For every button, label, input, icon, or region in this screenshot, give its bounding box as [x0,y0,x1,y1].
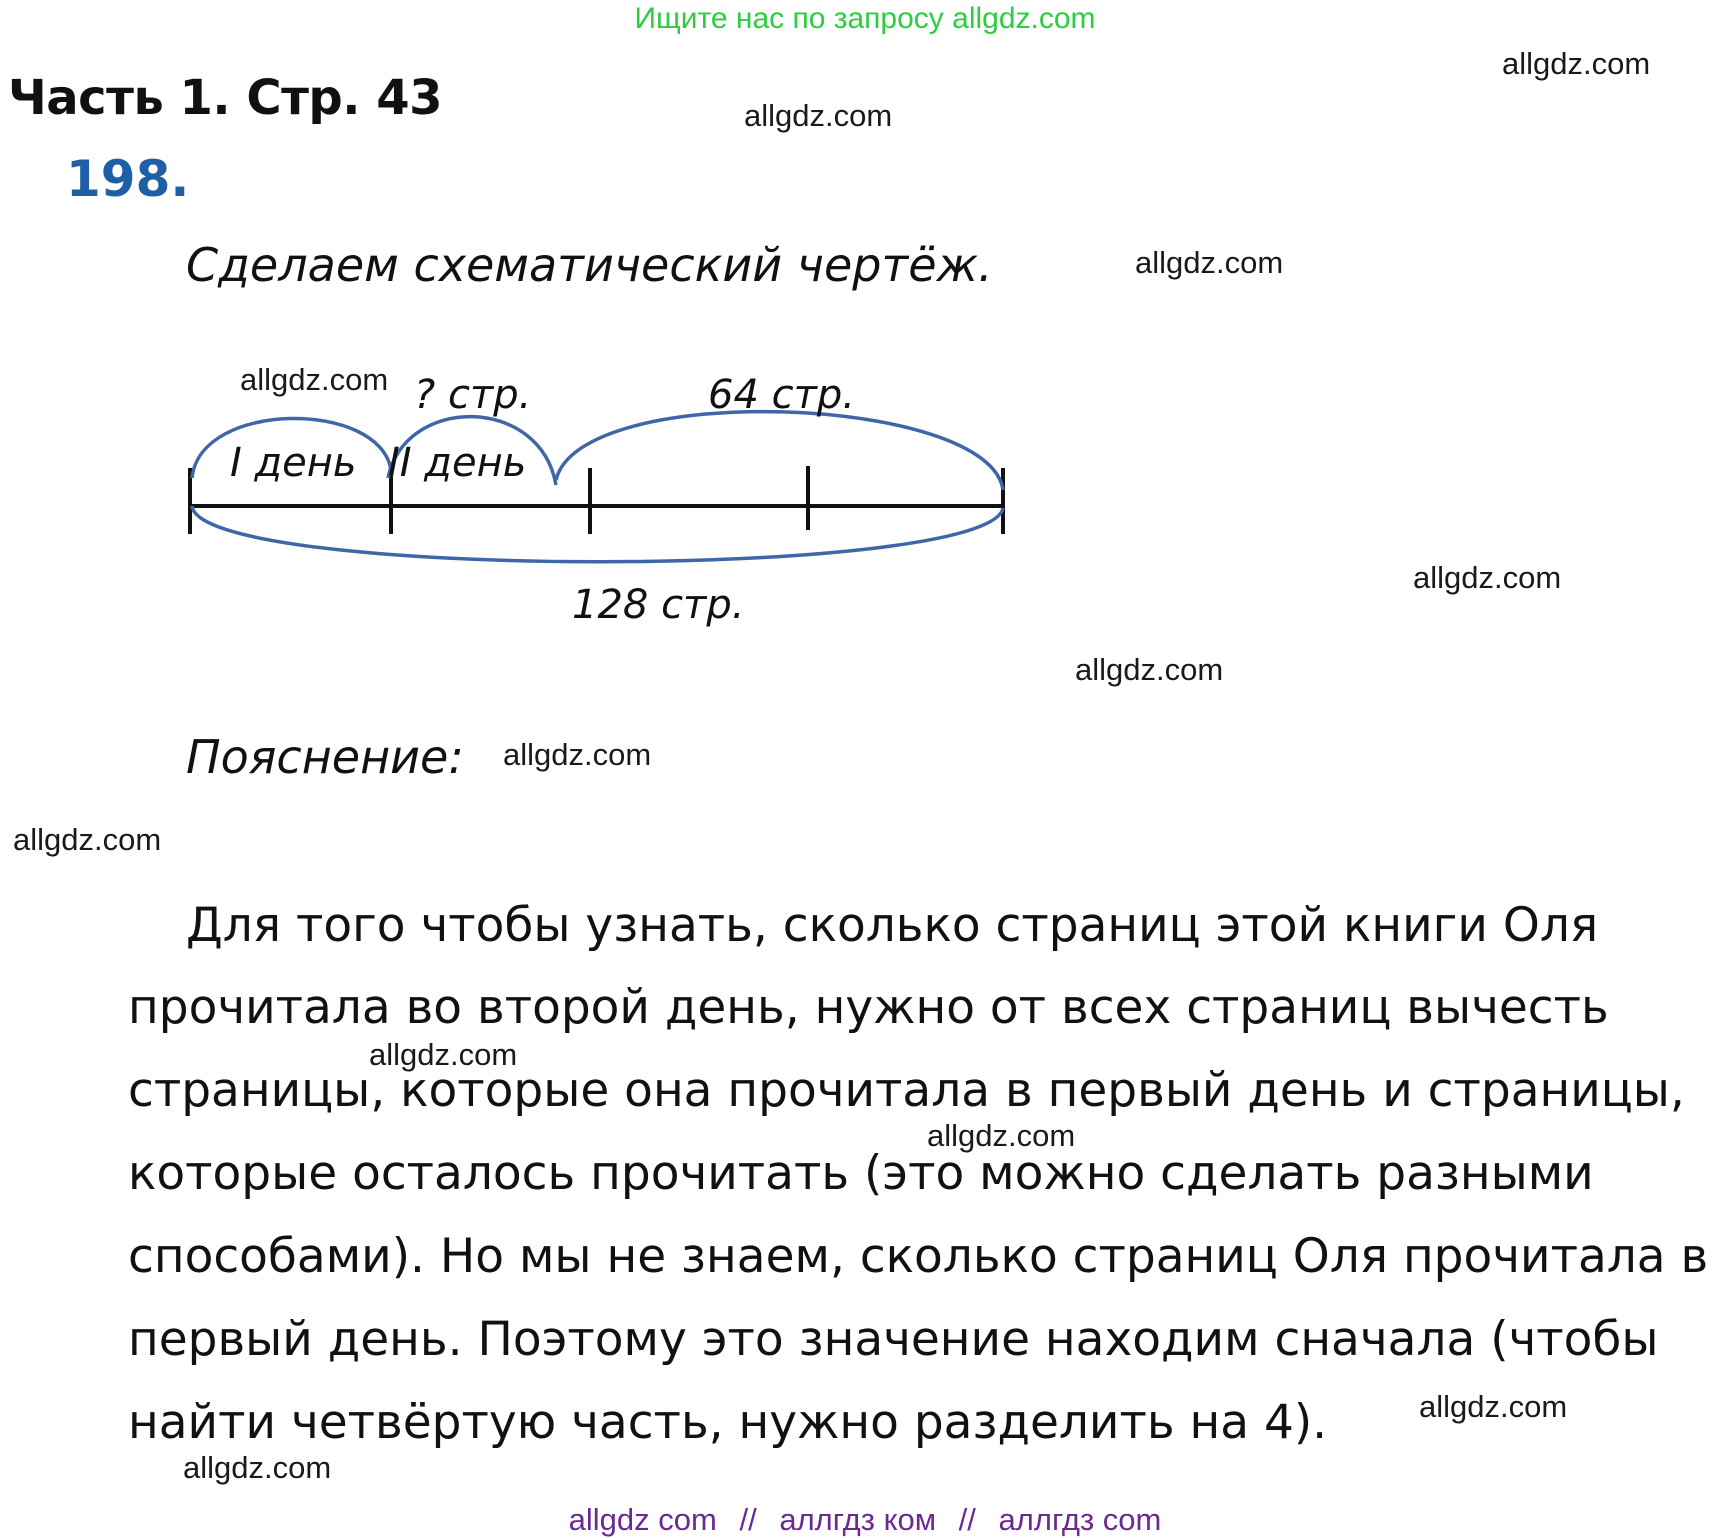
page-title: Часть 1. Стр. 43 [8,70,443,126]
task-intro: Сделаем схематический чертёж. [186,238,993,292]
footer-separator: // [739,1502,757,1537]
label-second-day: II день [388,440,527,486]
task-number: 198. [66,150,190,208]
watermark: allgdz.com [369,1037,518,1072]
watermark: allgdz.com [927,1118,1076,1153]
watermark: allgdz.com [240,362,389,397]
explanation-line: первый день. Поэтому это значение находим сначала (чтобы [128,1312,1659,1367]
explanation-line: прочитала во второй день, нужно от всех страниц вычесть [128,980,1609,1035]
explanation-line: найти четвёртую часть, нужно разделить на 4). [128,1395,1328,1450]
watermark: allgdz.com [744,98,893,133]
label-first-day: I день [230,440,357,486]
explanation-line: страницы, которые она прочитала в первый день и страницы, [128,1063,1685,1118]
watermark: allgdz.com [1502,46,1651,81]
explanation-line: Для того чтобы узнать, сколько страниц этой книги Оля [186,898,1599,953]
search-banner: Ищите нас по запросу allgdz.com [634,2,1096,35]
watermark: allgdz.com [1413,560,1562,595]
label-remaining-pages: 64 стр. [708,372,856,418]
label-total-pages: 128 стр. [572,582,745,628]
arc-remaining [556,412,1003,490]
watermark: allgdz.com [183,1450,332,1485]
footer-separator: // [958,1502,976,1537]
label-question-pages: ? стр. [414,372,532,418]
footer-link-allgdz-com-cyr[interactable]: аллгдз com [998,1502,1162,1537]
watermark: allgdz.com [1419,1389,1568,1424]
watermark: allgdz.com [1075,652,1224,687]
footer-link-allgdz-kom[interactable]: аллгдз ком [779,1502,937,1537]
footer-link-allgdz-com[interactable]: allgdz com [568,1502,717,1537]
arc-total [192,506,1003,562]
explanation-line: которые осталось прочитать (это можно сделать разными [128,1146,1594,1201]
watermark: allgdz.com [1135,245,1284,280]
explanation-line: способами). Но мы не знаем, сколько страниц Оля прочитала в [128,1229,1709,1284]
watermark: allgdz.com [13,822,162,857]
watermark: allgdz.com [503,737,652,772]
explanation-heading: Пояснение: [186,730,464,784]
